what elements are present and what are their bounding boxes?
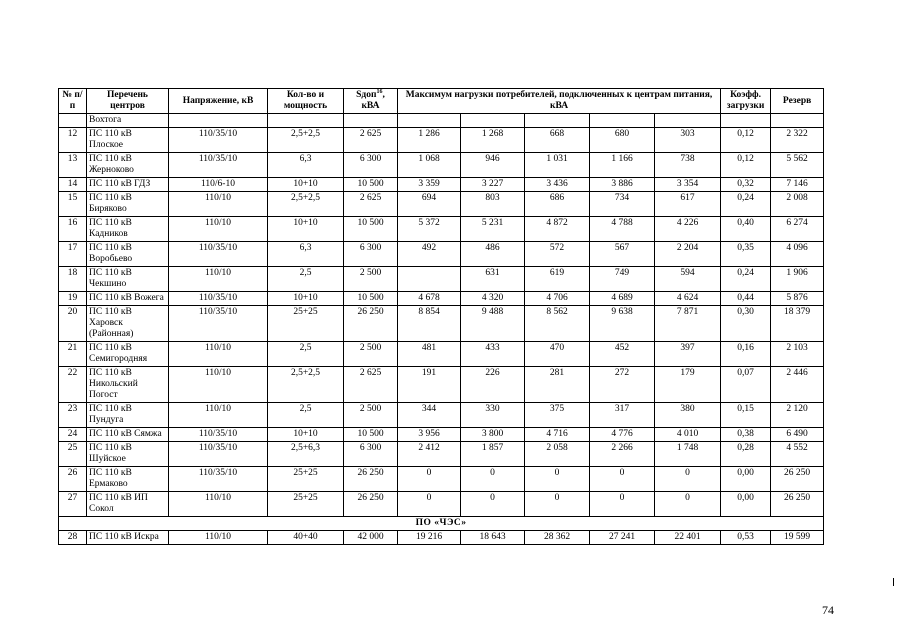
cell-num: 19 [59, 292, 87, 306]
cell-load: 567 [590, 242, 655, 267]
cell-sdop: 42 000 [344, 531, 398, 545]
cell-load: 734 [590, 192, 655, 217]
cell-load: 3 956 [398, 428, 461, 442]
cell-load: 803 [461, 192, 525, 217]
cell-sdop: 2 500 [344, 342, 398, 367]
cell-sdop: 2 625 [344, 192, 398, 217]
cell-name: Вохтога [87, 114, 169, 128]
cell-load: 303 [655, 128, 721, 153]
cell-voltage: 110/10 [169, 403, 268, 428]
header-coeff: Коэфф. загрузки [721, 89, 771, 114]
cell-num: 26 [59, 467, 87, 492]
cell-sdop: 10 500 [344, 428, 398, 442]
cell-num: 18 [59, 267, 87, 292]
cell-load: 470 [525, 342, 590, 367]
cell-name: ПС 110 кВ Жерноково [87, 153, 169, 178]
cell-load: 3 359 [398, 178, 461, 192]
cell-load: 0 [655, 467, 721, 492]
cell-load: 28 362 [525, 531, 590, 545]
cell-load: 22 401 [655, 531, 721, 545]
margin-mark [893, 578, 897, 586]
continuation-row [59, 114, 824, 128]
cell-sdop: 10 500 [344, 292, 398, 306]
cell-power: 10+10 [268, 178, 344, 192]
cell-name: ПС 110 кВ Воробьево [87, 242, 169, 267]
cell-load: 0 [525, 492, 590, 517]
cell-load: 0 [398, 492, 461, 517]
cell-coeff: 0,15 [721, 403, 771, 428]
cell-coeff: 0,28 [721, 442, 771, 467]
cell-voltage [169, 114, 268, 128]
cell-load: 272 [590, 367, 655, 403]
cell-load [525, 114, 590, 128]
header-sdop [344, 89, 398, 114]
cell-coeff: 0,12 [721, 153, 771, 178]
table-row [59, 442, 824, 467]
cell-coeff: 0,07 [721, 367, 771, 403]
cell-load: 0 [461, 467, 525, 492]
cell-power: 25+25 [268, 306, 344, 342]
cell-load: 0 [590, 467, 655, 492]
cell-num: 17 [59, 242, 87, 267]
cell-voltage: 110/35/10 [169, 292, 268, 306]
cell-voltage: 110/10 [169, 342, 268, 367]
cell-load: 4 776 [590, 428, 655, 442]
cell-load: 5 231 [461, 217, 525, 242]
cell-load: 1 748 [655, 442, 721, 467]
cell-voltage: 110/10 [169, 531, 268, 545]
cell-coeff: 0,00 [721, 492, 771, 517]
cell-reserve: 26 250 [771, 467, 824, 492]
cell-coeff: 0,35 [721, 242, 771, 267]
cell-load: 946 [461, 153, 525, 178]
cell-load: 1 031 [525, 153, 590, 178]
table-row [59, 492, 824, 517]
section-row [59, 517, 824, 531]
cell-name: ПС 110 кВ Искра [87, 531, 169, 545]
header-name: Перечень центров [87, 89, 169, 114]
cell-load: 3 436 [525, 178, 590, 192]
cell-load: 617 [655, 192, 721, 217]
cell-voltage: 110/35/10 [169, 306, 268, 342]
cell-voltage: 110/35/10 [169, 442, 268, 467]
cell-load [398, 114, 461, 128]
cell-load: 4 716 [525, 428, 590, 442]
cell-num: 15 [59, 192, 87, 217]
cell-power: 2,5+2,5 [268, 367, 344, 403]
cell-name: ПС 110 кВ Шуйское [87, 442, 169, 467]
cell-reserve: 5 876 [771, 292, 824, 306]
cell-load: 27 241 [590, 531, 655, 545]
cell-power: 25+25 [268, 492, 344, 517]
cell-load: 668 [525, 128, 590, 153]
cell-name: ПС 110 кВ ГДЗ [87, 178, 169, 192]
cell-power: 2,5+6,3 [268, 442, 344, 467]
cell-num: 22 [59, 367, 87, 403]
cell-sdop: 26 250 [344, 467, 398, 492]
table-row [59, 292, 824, 306]
cell-load: 191 [398, 367, 461, 403]
cell-load: 486 [461, 242, 525, 267]
cell-load [461, 114, 525, 128]
cell-load: 397 [655, 342, 721, 367]
cell-load: 4 788 [590, 217, 655, 242]
cell-load: 380 [655, 403, 721, 428]
cell-load: 179 [655, 367, 721, 403]
cell-reserve: 5 562 [771, 153, 824, 178]
cell-voltage: 110/35/10 [169, 428, 268, 442]
cell-load: 8 562 [525, 306, 590, 342]
header-sdop-footnote: 16 [376, 88, 383, 95]
cell-load: 9 638 [590, 306, 655, 342]
cell-sdop: 10 500 [344, 178, 398, 192]
cell-power: 10+10 [268, 428, 344, 442]
cell-load: 1 857 [461, 442, 525, 467]
cell-reserve [771, 114, 824, 128]
table-row [59, 153, 824, 178]
cell-num [59, 114, 87, 128]
cell-load: 0 [461, 492, 525, 517]
cell-reserve: 6 274 [771, 217, 824, 242]
cell-load: 19 216 [398, 531, 461, 545]
cell-coeff: 0,24 [721, 192, 771, 217]
cell-name: ПС 110 кВ Чекшино [87, 267, 169, 292]
cell-power: 2,5+2,5 [268, 192, 344, 217]
cell-name: ПС 110 кВ Харовск (Районная) [87, 306, 169, 342]
cell-reserve: 7 146 [771, 178, 824, 192]
cell-load [398, 267, 461, 292]
cell-coeff: 0,24 [721, 267, 771, 292]
cell-name: ПС 110 кВ Вожега [87, 292, 169, 306]
cell-name: ПС 110 кВ Плоское [87, 128, 169, 153]
table-row [59, 217, 824, 242]
cell-load: 9 488 [461, 306, 525, 342]
cell-reserve: 6 490 [771, 428, 824, 442]
cell-load: 3 886 [590, 178, 655, 192]
cell-power: 40+40 [268, 531, 344, 545]
cell-coeff: 0,12 [721, 128, 771, 153]
cell-reserve: 2 446 [771, 367, 824, 403]
cell-load: 0 [590, 492, 655, 517]
cell-sdop: 6 300 [344, 442, 398, 467]
cell-power: 2,5 [268, 342, 344, 367]
cell-power: 2,5+2,5 [268, 128, 344, 153]
cell-name: ПС 110 кВ Биряково [87, 192, 169, 217]
cell-load: 7 871 [655, 306, 721, 342]
cell-voltage: 110/10 [169, 267, 268, 292]
cell-name: ПС 110 кВ Семигородняя [87, 342, 169, 367]
cell-load: 3 354 [655, 178, 721, 192]
cell-power: 2,5 [268, 267, 344, 292]
cell-coeff: 0,30 [721, 306, 771, 342]
cell-load: 3 800 [461, 428, 525, 442]
cell-coeff: 0,38 [721, 428, 771, 442]
cell-coeff [721, 114, 771, 128]
substation-load-table [58, 88, 824, 545]
cell-load: 8 854 [398, 306, 461, 342]
cell-coeff: 0,53 [721, 531, 771, 545]
table-row [59, 128, 824, 153]
cell-name: ПС 110 кВ Никольский Погост [87, 367, 169, 403]
cell-load: 1 268 [461, 128, 525, 153]
cell-reserve: 2 008 [771, 192, 824, 217]
cell-load: 452 [590, 342, 655, 367]
cell-num: 21 [59, 342, 87, 367]
cell-load: 492 [398, 242, 461, 267]
cell-voltage: 110/10 [169, 367, 268, 403]
cell-sdop: 2 500 [344, 403, 398, 428]
cell-load: 3 227 [461, 178, 525, 192]
cell-num: 14 [59, 178, 87, 192]
header-sdop-unit: , кВА [361, 90, 385, 111]
cell-sdop [344, 114, 398, 128]
cell-load [655, 114, 721, 128]
cell-num: 16 [59, 217, 87, 242]
cell-load: 619 [525, 267, 590, 292]
cell-num: 24 [59, 428, 87, 442]
cell-load: 1 166 [590, 153, 655, 178]
cell-reserve: 2 322 [771, 128, 824, 153]
table-row [59, 428, 824, 442]
cell-load: 4 624 [655, 292, 721, 306]
cell-name: ПС 110 кВ Ермаково [87, 467, 169, 492]
cell-sdop: 26 250 [344, 492, 398, 517]
cell-load: 2 412 [398, 442, 461, 467]
cell-power: 25+25 [268, 467, 344, 492]
header-max-loads: Максимум нагрузки потребителей, подключенных к центрам питания, кВА [398, 89, 721, 114]
cell-reserve: 26 250 [771, 492, 824, 517]
header-voltage: Напряжение, кВ [169, 89, 268, 114]
table-row [59, 531, 824, 545]
cell-sdop: 6 300 [344, 153, 398, 178]
cell-reserve: 2 103 [771, 342, 824, 367]
cell-voltage: 110/10 [169, 192, 268, 217]
cell-coeff: 0,16 [721, 342, 771, 367]
cell-load: 2 204 [655, 242, 721, 267]
header-reserve: Резерв [771, 89, 824, 114]
table-row [59, 242, 824, 267]
cell-load: 749 [590, 267, 655, 292]
cell-voltage: 110/10 [169, 217, 268, 242]
cell-num: 27 [59, 492, 87, 517]
cell-load: 4 678 [398, 292, 461, 306]
cell-load: 680 [590, 128, 655, 153]
cell-load: 4 872 [525, 217, 590, 242]
cell-voltage: 110/35/10 [169, 128, 268, 153]
cell-voltage: 110/35/10 [169, 467, 268, 492]
table-row [59, 267, 824, 292]
header-num: № п/п [59, 89, 87, 114]
cell-load: 317 [590, 403, 655, 428]
cell-load: 0 [655, 492, 721, 517]
section-title: ПО «ЧЭС» [59, 517, 824, 531]
cell-load: 4 226 [655, 217, 721, 242]
cell-power: 6,3 [268, 153, 344, 178]
cell-load: 686 [525, 192, 590, 217]
cell-load: 0 [525, 467, 590, 492]
table-row [59, 367, 824, 403]
cell-reserve: 2 120 [771, 403, 824, 428]
cell-coeff: 0,44 [721, 292, 771, 306]
cell-load: 694 [398, 192, 461, 217]
cell-load: 2 266 [590, 442, 655, 467]
cell-reserve: 18 379 [771, 306, 824, 342]
cell-sdop: 10 500 [344, 217, 398, 242]
cell-num: 20 [59, 306, 87, 342]
cell-power: 2,5 [268, 403, 344, 428]
cell-load: 375 [525, 403, 590, 428]
cell-load: 4 706 [525, 292, 590, 306]
table-row [59, 178, 824, 192]
cell-load: 5 372 [398, 217, 461, 242]
cell-coeff: 0,32 [721, 178, 771, 192]
cell-sdop: 6 300 [344, 242, 398, 267]
cell-name: ПС 110 кВ Кадников [87, 217, 169, 242]
cell-sdop: 2 625 [344, 367, 398, 403]
cell-coeff: 0,00 [721, 467, 771, 492]
cell-load: 2 058 [525, 442, 590, 467]
cell-load: 4 689 [590, 292, 655, 306]
cell-load [590, 114, 655, 128]
cell-load: 433 [461, 342, 525, 367]
cell-load: 4 010 [655, 428, 721, 442]
page-number: 74 [822, 603, 834, 617]
cell-load: 18 643 [461, 531, 525, 545]
cell-power: 10+10 [268, 217, 344, 242]
cell-reserve: 4 552 [771, 442, 824, 467]
cell-load: 738 [655, 153, 721, 178]
cell-reserve: 19 599 [771, 531, 824, 545]
cell-power: 6,3 [268, 242, 344, 267]
cell-sdop: 2 625 [344, 128, 398, 153]
header-count-power: Кол-во и мощность [268, 89, 344, 114]
cell-name: ПС 110 кВ Пундуга [87, 403, 169, 428]
table-row [59, 403, 824, 428]
cell-load: 572 [525, 242, 590, 267]
cell-reserve: 1 906 [771, 267, 824, 292]
cell-load: 344 [398, 403, 461, 428]
cell-reserve: 4 096 [771, 242, 824, 267]
cell-load: 1 286 [398, 128, 461, 153]
cell-sdop: 2 500 [344, 267, 398, 292]
table-row [59, 192, 824, 217]
cell-load: 1 068 [398, 153, 461, 178]
table-header-row [59, 89, 824, 114]
header-sdop-label: Sдоп [356, 90, 377, 100]
cell-load: 631 [461, 267, 525, 292]
cell-name: ПС 110 кВ Сямжа [87, 428, 169, 442]
table-row [59, 306, 824, 342]
cell-voltage: 110/35/10 [169, 153, 268, 178]
cell-sdop: 26 250 [344, 306, 398, 342]
cell-voltage: 110/35/10 [169, 242, 268, 267]
cell-power [268, 114, 344, 128]
table-row [59, 342, 824, 367]
cell-load: 4 320 [461, 292, 525, 306]
table-row [59, 467, 824, 492]
cell-num: 12 [59, 128, 87, 153]
cell-load: 330 [461, 403, 525, 428]
cell-num: 25 [59, 442, 87, 467]
cell-num: 13 [59, 153, 87, 178]
cell-power: 10+10 [268, 292, 344, 306]
cell-voltage: 110/10 [169, 492, 268, 517]
cell-voltage: 110/6-10 [169, 178, 268, 192]
cell-load: 594 [655, 267, 721, 292]
cell-num: 28 [59, 531, 87, 545]
cell-name: ПС 110 кВ ИП Сокол [87, 492, 169, 517]
cell-load: 0 [398, 467, 461, 492]
cell-coeff: 0,40 [721, 217, 771, 242]
cell-load: 481 [398, 342, 461, 367]
cell-num: 23 [59, 403, 87, 428]
cell-load: 281 [525, 367, 590, 403]
cell-load: 226 [461, 367, 525, 403]
